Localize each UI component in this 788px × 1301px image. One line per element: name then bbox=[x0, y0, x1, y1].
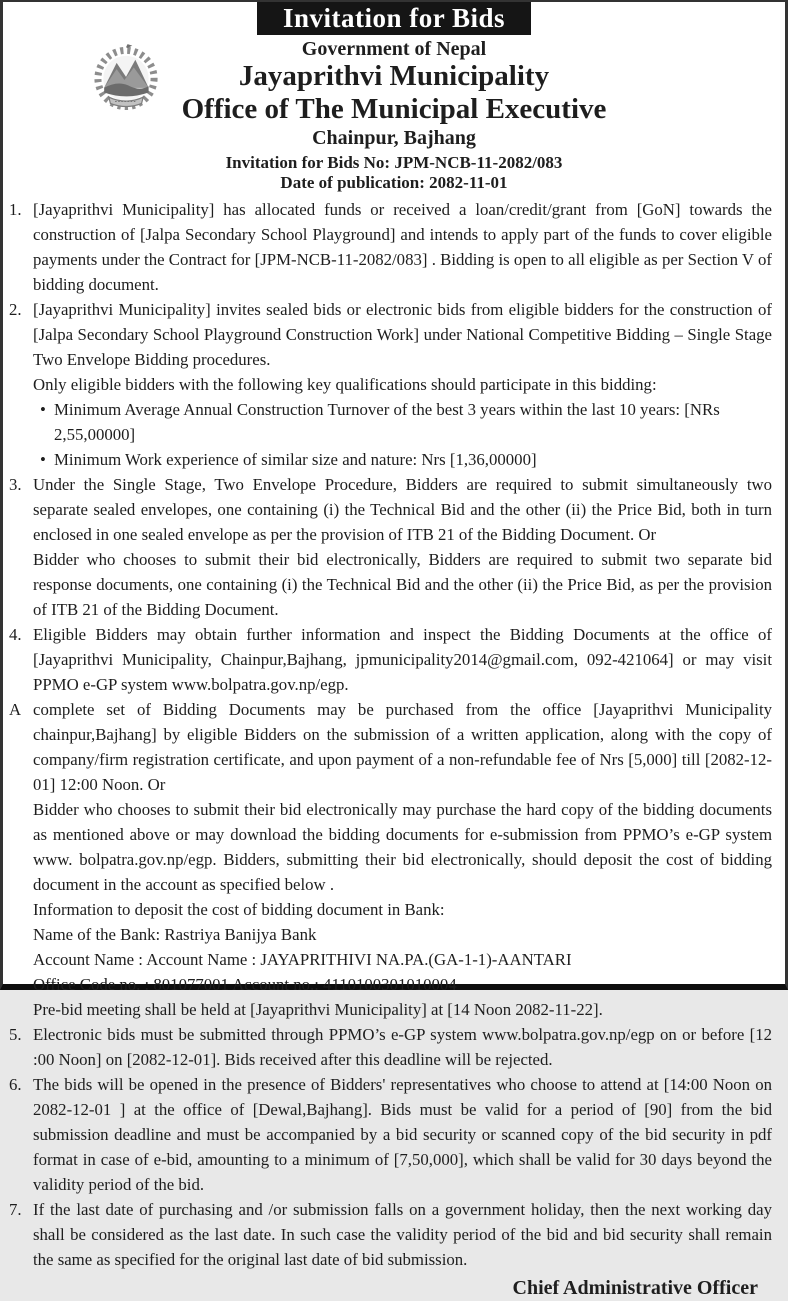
qualification-bullet: • Minimum Average Annual Construction Turnover of the best 3 years within the last 10 years: [NRs 2,55,00000] bbox=[33, 397, 772, 447]
item-marker: A bbox=[9, 699, 22, 719]
publication-date-line: Date of publication: 2082-11-01 bbox=[280, 172, 508, 192]
municipality-name: Jayaprithvi Municipality bbox=[238, 60, 550, 93]
account-number-line: Office Code no. : 801077001 Account no.: 4110100301010004 bbox=[33, 974, 457, 994]
item-paragraph: Electronic bids must be submitted through PPMO’s e-GP system www.bolpatra.gov.np/egp on or before [12 :00 Noon] on [2082-12-01]. Bids received after this deadline will be rejected. bbox=[33, 1024, 772, 1069]
bank-info-heading: Information to deposit the cost of bidding document in Bank: bbox=[33, 899, 445, 919]
item-paragraph: The bids will be opened in the presence of Bidders' representatives who choose to attend at [14:00 Noon on 2082-12-01 ] at the office of [Dewal,Bajhang]. Bids must be valid for a period of [90] from the bid submission deadline and must be accompanied by a bid security or scanned copy of the bid security in pdf format in case of e-bid, amounting to a minimum of [7,50,000], which shall be valid for 30 days beyond the validity period of the bid. bbox=[33, 1074, 772, 1194]
bank-name-line: Name of the Bank: Rastriya Banijya Bank bbox=[33, 924, 317, 944]
bid-item-2 bbox=[9, 297, 772, 472]
item-marker: 1. bbox=[9, 199, 22, 219]
item-paragraph: complete set of Bidding Documents may be purchased from the office [Jayaprithvi Municipality chainpur,Bajhang] by eligible Bidders on the submission of a written application, along with the copy of company/firm registration certificate, and upon payment of a non-refundable fee of Nrs [5,000] till [2082-12-01] 12:00 Noon. Or bbox=[33, 699, 772, 794]
office-name: Office of The Municipal Executive bbox=[181, 92, 607, 125]
item-paragraph: [Jayaprithvi Municipality] has allocated funds or received a loan/credit/grant from [GoN] towards the construction of [Jalpa Secondary School Playground] and intends to apply part of the funds to cover eligible payments under the Contract for [JPM-NCB-11-2082/083] . Bidding is open to all eligible as per Section V of bidding document. bbox=[33, 199, 772, 294]
item-marker: 4. bbox=[9, 624, 22, 644]
bid-item-7 bbox=[9, 1197, 772, 1272]
item-marker: 6. bbox=[9, 1074, 22, 1094]
account-name-line: Account Name : Account Name : JAYAPRITHIVI NA.PA.(GA-1-1)-AANTARI bbox=[33, 949, 572, 969]
item-marker: 3. bbox=[9, 474, 22, 494]
item-paragraph: Under the Single Stage, Two Envelope Procedure, Bidders are required to submit simultaneously two separate sealed envelopes, one containing (i) the Technical Bid and the other (ii) the Price Bid, both in turn enclosed in one sealed envelope as per the provision of ITB 21 of the Bidding Document. Or bbox=[33, 474, 772, 544]
bid-item-6 bbox=[9, 1072, 772, 1197]
location-line: Chainpur, Bajhang bbox=[312, 127, 476, 150]
item-paragraph: Eligible Bidders may obtain further information and inspect the Bidding Documents at the office of [Jayaprithvi Municipality, Chainpur,Bajhang, jpmunicipality2014@gmail.com, 092-421064] or may visit PPMO e-GP system www.bolpatra.gov.np/egp. bbox=[33, 624, 772, 694]
item-paragraph: If the last date of purchasing and /or submission falls on a government holiday, then the next working day shall be considered as the last date. In such case the validity period of the bid and bid security shall remain the same as specified for the original last date of bid submission. bbox=[33, 1199, 772, 1269]
item-marker: 2. bbox=[9, 299, 22, 319]
prebid-meeting-line: Pre-bid meeting shall be held at [Jayaprithvi Municipality] at [14 Noon 2082-11-22]. bbox=[33, 999, 603, 1019]
bid-item-1 bbox=[9, 197, 772, 297]
item-paragraph: Only eligible bidders with the following key qualifications should participate in this bidding: bbox=[33, 374, 657, 394]
bid-item-5 bbox=[9, 1022, 772, 1072]
item-paragraph: Bidder who chooses to submit their bid electronically may purchase the hard copy of the bidding documents as mentioned above or may download the bidding documents for e-submission from PPMO’s e-GP system www. bolpatra.gov.np/egp. Bidders, submitting their bid electronically, should deposit the cost of bidding document in the account as specified below . bbox=[33, 799, 772, 894]
item-marker: 7. bbox=[9, 1199, 22, 1219]
government-line: Government of Nepal bbox=[301, 38, 487, 60]
bid-item-4 bbox=[9, 622, 772, 697]
document-banner bbox=[257, 2, 531, 35]
bid-number-line: Invitation for Bids No: JPM-NCB-11-2082/083 bbox=[225, 152, 563, 172]
banner-title: Invitation for Bids bbox=[282, 3, 506, 33]
document-body bbox=[3, 197, 785, 1301]
bid-item-document-purchase bbox=[9, 697, 772, 1022]
signatory-title: Chief Administrative Officer bbox=[512, 1276, 758, 1299]
item-marker: 5. bbox=[9, 1024, 22, 1044]
item-paragraph: Bidder who chooses to submit their bid electronically, Bidders are required to submit two separate bid response documents, one containing (i) the Technical Bid and the other (ii) the Price Bid, as per the provision of ITB 21 of the Bidding Document. bbox=[33, 549, 772, 619]
item-paragraph: [Jayaprithvi Municipality] invites sealed bids or electronic bids from eligible bidders for the construction of [Jalpa Secondary School Playground Construction Work] under National Competitive Bidding – Single Stage Two Envelope Bidding procedures. bbox=[33, 299, 772, 369]
qualification-bullet: • Minimum Work experience of similar size and nature: Nrs [1,36,00000] bbox=[33, 447, 772, 472]
bid-item-3 bbox=[9, 472, 772, 622]
nepal-government-emblem-icon bbox=[87, 42, 165, 118]
